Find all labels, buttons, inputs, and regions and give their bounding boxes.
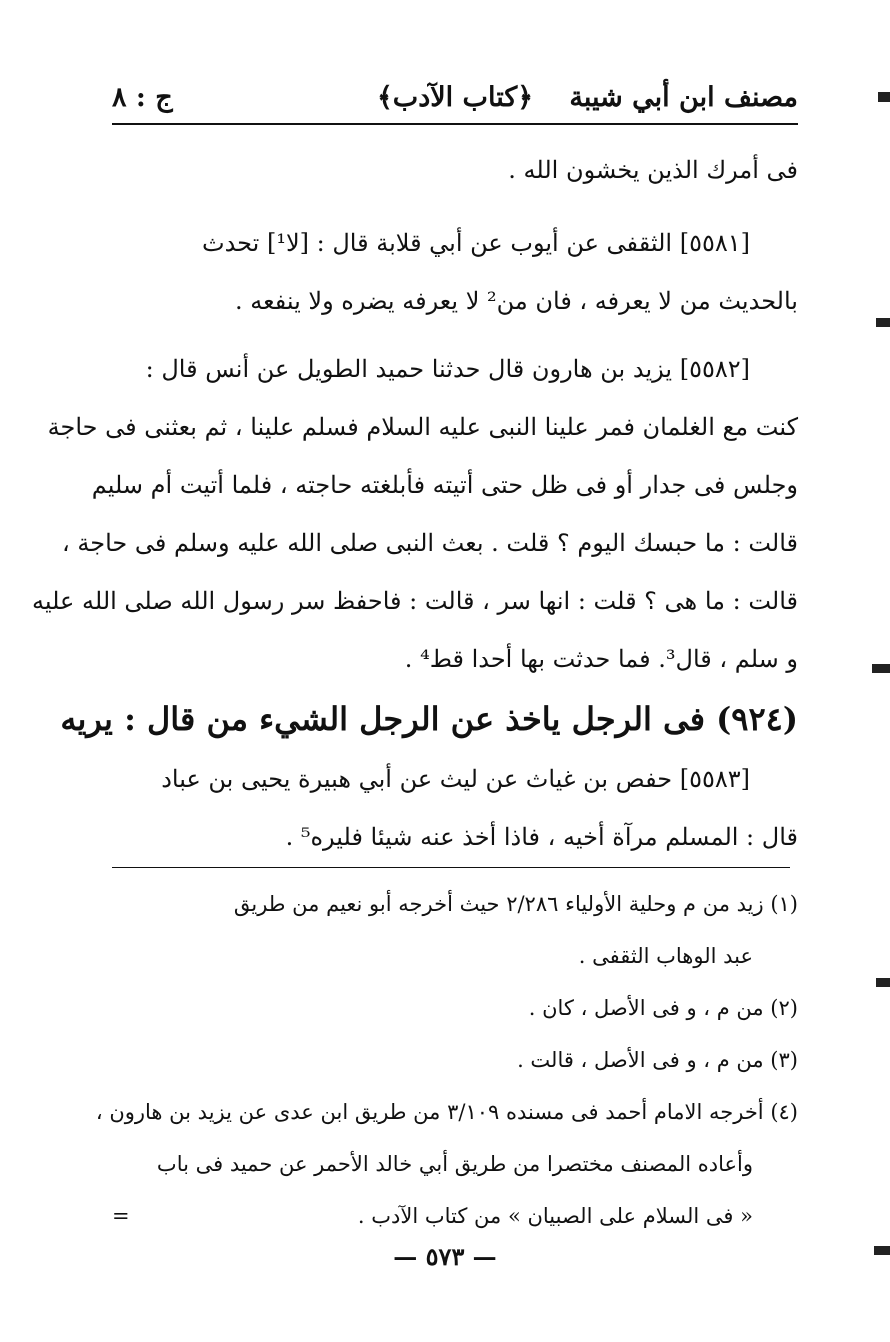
scan-edge-mark — [878, 92, 890, 102]
hadith-5582 — [32, 340, 798, 688]
continuation-mark: = — [112, 1204, 130, 1228]
page-number: — ٥٧٣ — — [393, 1242, 497, 1271]
scan-edge-mark — [876, 978, 890, 987]
scan-edge-mark — [874, 1246, 890, 1255]
running-header — [112, 70, 798, 124]
footnote-line: عبد الوهاب الثقفى . — [578, 944, 753, 968]
footnote-line: (٣) من م ، و فى الأصل ، قالت . — [517, 1048, 798, 1072]
footnote-line: (٢) من م ، و فى الأصل ، كان . — [528, 996, 798, 1020]
footnotes — [95, 878, 798, 1242]
footnote-text: « فى السلام على الصبيان » من كتاب الآدب . — [357, 1204, 753, 1228]
header-divider — [112, 123, 798, 125]
text-line: و سلم ، قال³. فما حدثت بها أحدا قط⁴ . — [404, 645, 798, 673]
text-line: كنت مع الغلمان فمر علينا النبى عليه السلام فسلم علينا ، ثم بعثنى فى حاجة — [47, 413, 798, 441]
text-line: وجلس فى جدار أو فى ظل حتى أتيته فأبلغته حاجته ، فلما أتيت أم سليم — [91, 471, 798, 499]
footnote-line: (١) زيد من م وحلية الأولياء ٢/٢٨٦ حيث أخرجه أبو نعيم من طريق — [233, 892, 798, 916]
text-line: قال : المسلم مرآة أخيه ، فاذا أخذ عنه شيئا فليره⁵ . — [285, 823, 798, 851]
text-line: قالت : ما حبسك اليوم ؟ قلت . بعث النبى صلى الله عليه وسلم فى حاجة ، — [61, 529, 798, 557]
scan-edge-mark — [872, 664, 890, 673]
scan-edge-mark — [876, 318, 890, 327]
footnote-line-last — [112, 1190, 798, 1242]
text-line: فى أمرك الذين يخشون الله . — [508, 156, 798, 184]
text-line: [٥٥٨٣] حفص بن غياث عن ليث عن أبي هبيرة يحيى بن عباد — [161, 765, 750, 793]
text-line: بالحديث من لا يعرفه ، فان من² لا يعرفه يضره ولا ينفعه . — [234, 287, 798, 315]
hadith-5583 — [112, 750, 798, 866]
text-line: [٥٥٨٢] يزيد بن هارون قال حدثنا حميد الطويل عن أنس قال : — [145, 355, 750, 383]
text-line: [٥٥٨١] الثقفى عن أيوب عن أبي قلابة قال : [لا¹] تحدث — [201, 229, 750, 257]
footnote-line: وأعاده المصنف مختصرا من طريق أبي خالد الأحمر عن حميد فى باب — [156, 1152, 753, 1176]
main-text — [32, 140, 798, 866]
text-line: قالت : ما هى ؟ قلت : انها سر ، قالت : فاحفظ سر رسول الله صلى الله عليه — [32, 587, 798, 615]
header-book-title: مصنف ابن أبي شيبة — [569, 81, 798, 113]
header-chapter-title: ﴿كتاب الآدب﴾ — [376, 81, 534, 113]
hadith-5581 — [112, 214, 798, 330]
footnote-divider — [112, 867, 790, 868]
header-volume: ج : ٨ — [112, 81, 173, 113]
footnote-line: (٤) أخرجه الامام أحمد فى مسنده ٣/١٠٩ من طريق ابن عدى عن يزيد بن هارون ، — [95, 1100, 798, 1124]
section-heading: (٩٢٤) فى الرجل ياخذ عن الرجل الشيء من قال : يريه — [60, 700, 798, 738]
